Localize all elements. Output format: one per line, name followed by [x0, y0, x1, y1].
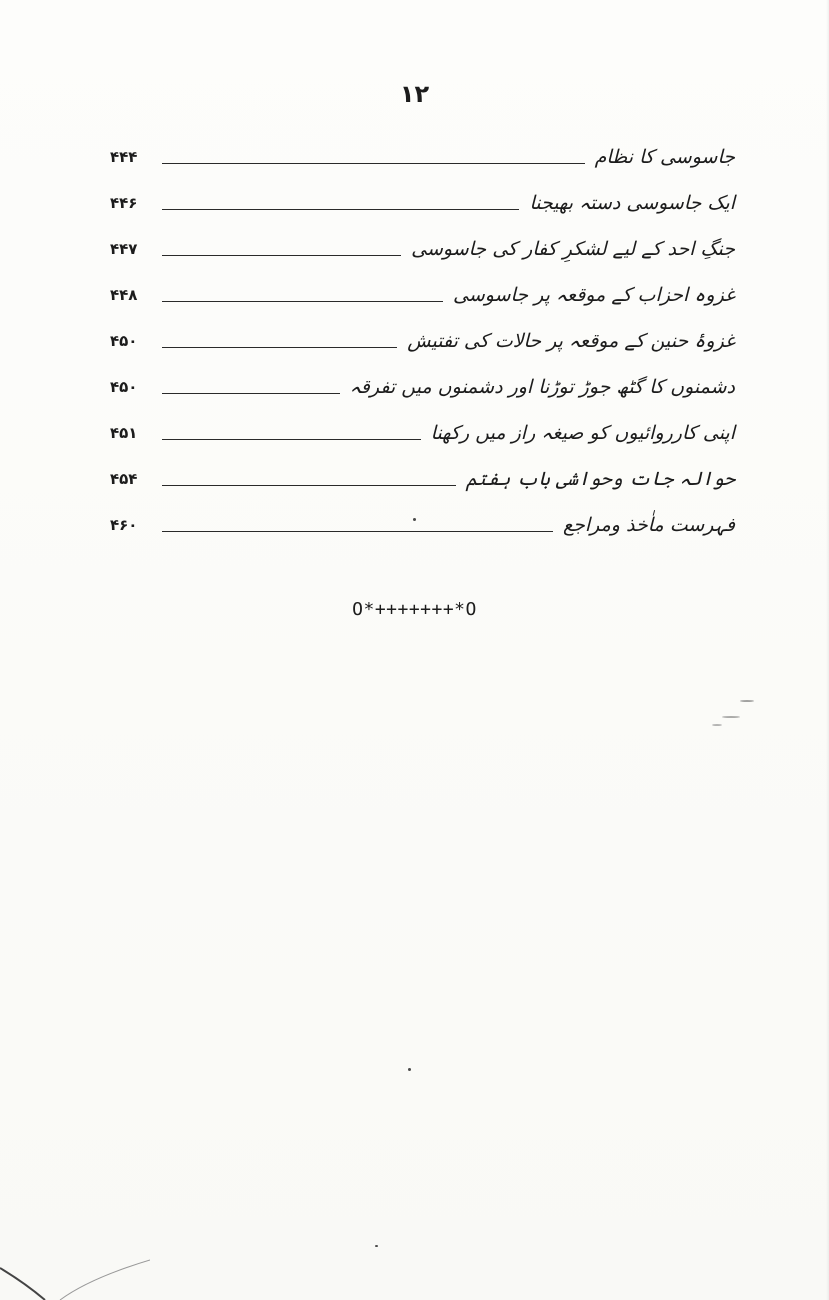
toc-title: حوالہ جات وحواشی باب ہفتم	[465, 468, 735, 490]
toc-page-number: ۴۵۱	[110, 424, 138, 442]
toc-entry	[110, 316, 735, 362]
scan-smudge	[712, 724, 722, 726]
toc-title: اپنی کارروائیوں کو صیغہ راز میں رکھنا	[430, 422, 735, 444]
toc-entry	[110, 408, 735, 454]
toc-entry	[110, 224, 735, 270]
toc-page-number: ۴۵۰	[110, 332, 138, 350]
scan-speck	[413, 518, 416, 521]
toc-leader-line	[162, 531, 553, 532]
scan-speck	[408, 1068, 411, 1071]
scan-corner-mark	[0, 1258, 150, 1300]
toc-leader-line	[162, 439, 421, 440]
toc-leader-line	[162, 163, 585, 164]
toc-leader-line	[162, 209, 519, 210]
page-number: ۱۲	[399, 80, 430, 108]
toc-leader-line	[162, 485, 456, 486]
scan-smudge	[740, 700, 754, 702]
toc-page-number: ۴۴۸	[110, 286, 138, 304]
toc-entry	[110, 178, 735, 224]
section-ornament: O*+++++++*O	[352, 599, 477, 620]
toc-entry	[110, 500, 735, 546]
toc-page-number: ۴۴۴	[110, 148, 138, 166]
toc-title: ایک جاسوسی دستہ بھیجنا	[529, 192, 735, 214]
toc-leader-line	[162, 301, 443, 302]
scan-smudge	[722, 716, 740, 718]
toc-page-number: ۴۶۰	[110, 516, 138, 534]
toc-leader-line	[162, 393, 340, 394]
toc-entry	[110, 454, 735, 500]
toc-page-number: ۴۵۴	[110, 470, 138, 488]
toc-page-number: ۴۵۰	[110, 378, 138, 396]
scan-speck	[375, 1245, 378, 1247]
toc-leader-line	[162, 347, 397, 348]
toc-leader-line	[162, 255, 401, 256]
toc-title: جنگِ احد کے لیے لشکرِ کفار کی جاسوسی	[411, 238, 735, 260]
toc-page-number: ۴۴۷	[110, 240, 138, 258]
toc-title: دشمنوں کا گٹھ جوڑ توڑنا اور دشمنوں میں تفرقہ	[349, 376, 735, 398]
toc-entry	[110, 362, 735, 408]
toc-title: جاسوسی کا نظام	[594, 146, 735, 168]
toc-title: غزوۂ حنین کے موقعہ پر حالات کی تفتیش	[407, 330, 735, 352]
toc-entry	[110, 270, 735, 316]
toc-title: غزوہ احزاب کے موقعہ پر جاسوسی	[453, 284, 735, 306]
toc-title: فہرست ماٰخذ ومراجع	[562, 514, 735, 536]
toc-page-number: ۴۴۶	[110, 194, 138, 212]
toc-entry	[110, 132, 735, 178]
table-of-contents	[110, 132, 735, 546]
